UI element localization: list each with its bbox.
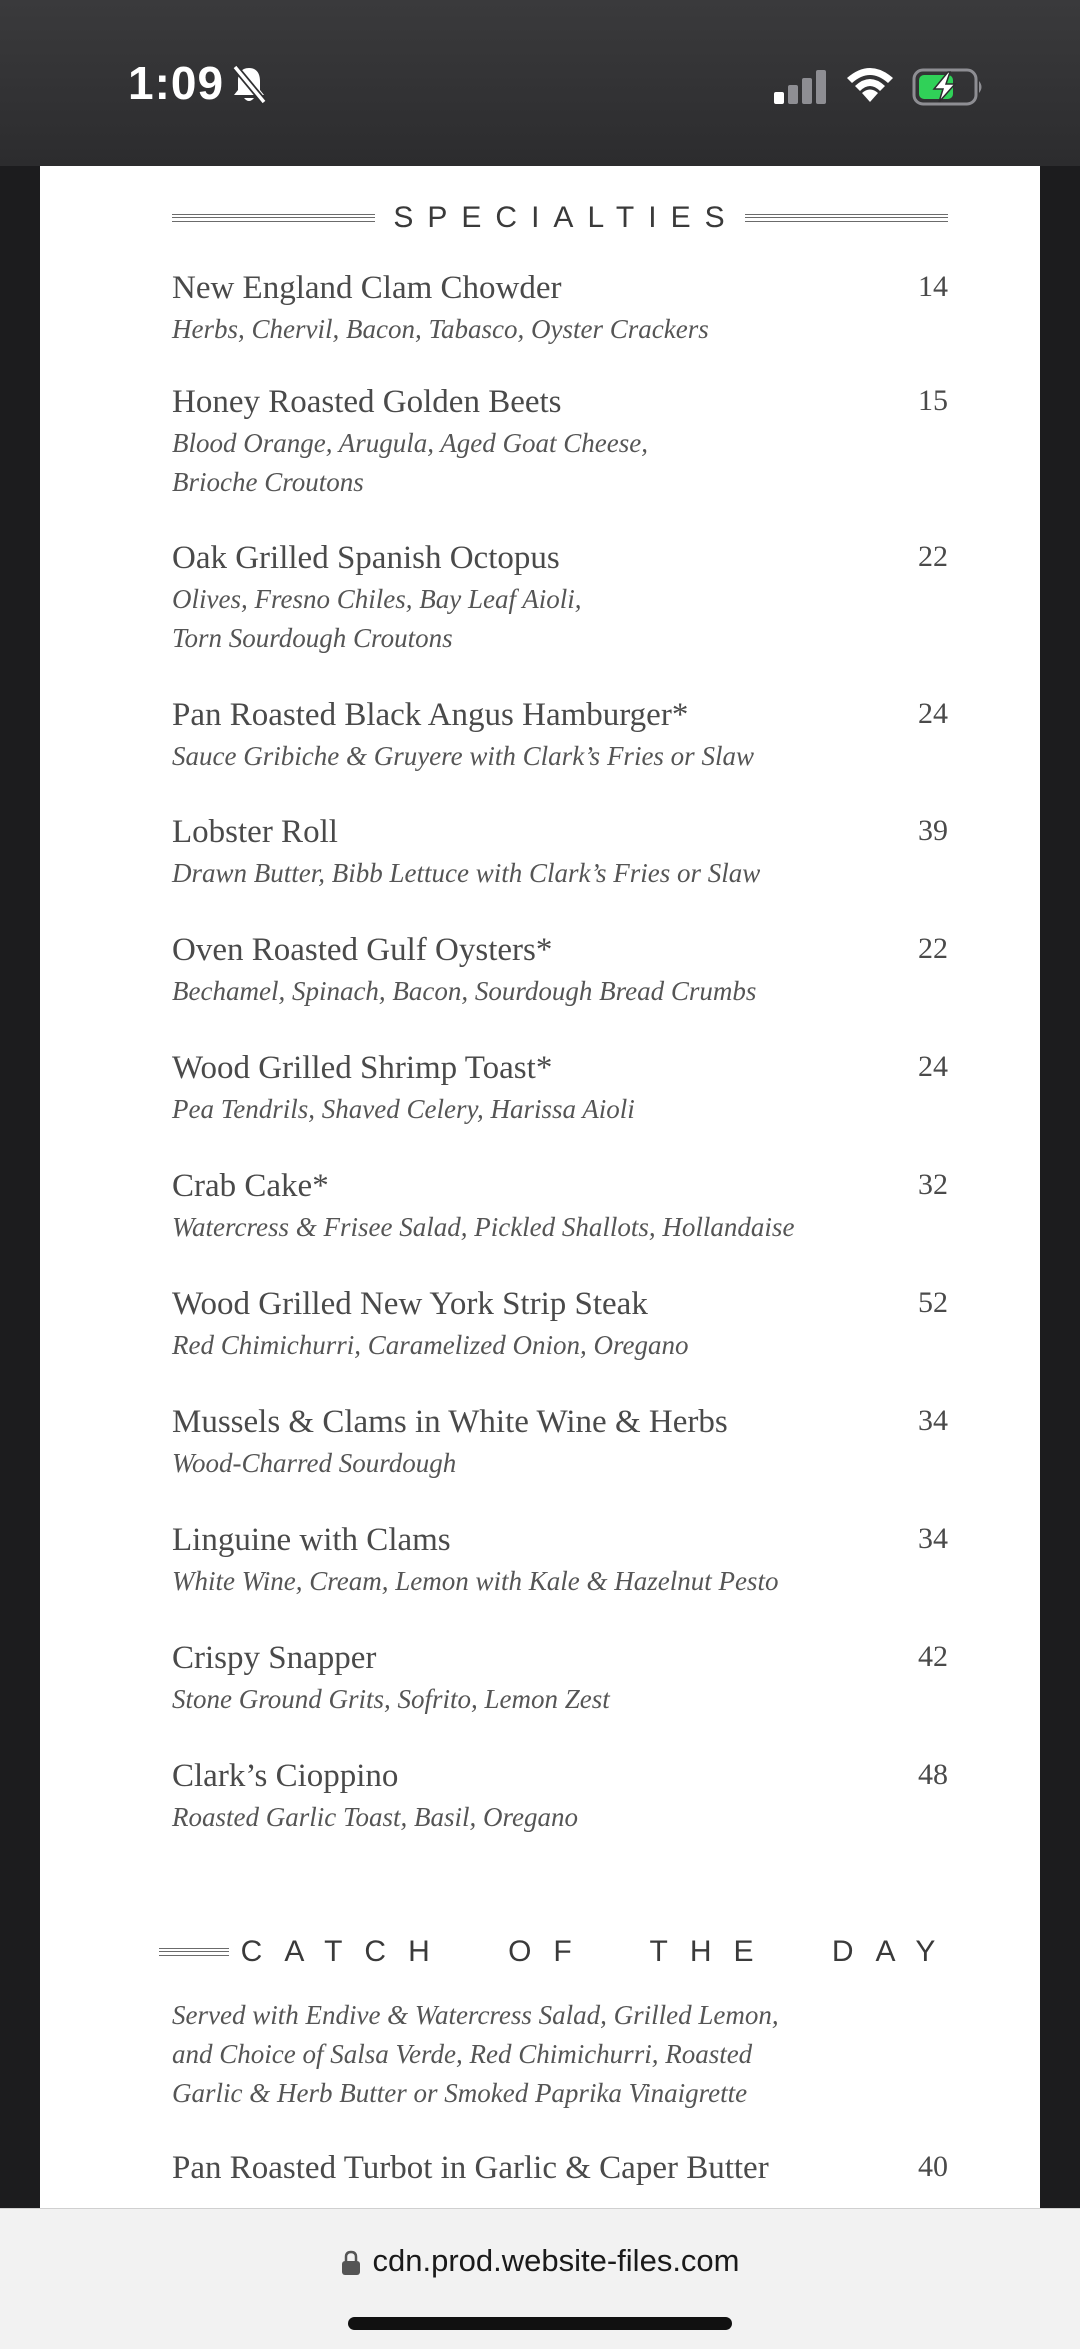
item-description: Bechamel, Spinach, Bacon, Sourdough Bread Crumbs [172, 976, 757, 1006]
status-bar [0, 0, 1080, 166]
item-name: Lobster Roll [172, 814, 338, 850]
item-description: Drawn Butter, Bibb Lettuce with Clark’s Fries or Slaw [172, 858, 761, 888]
browser-backdrop-left [0, 166, 40, 2208]
catch-of-the-day-heading: CATCH OF THE DAY [240, 1935, 958, 1968]
item-description: Watercress & Frisee Salad, Pickled Shallots, Hollandaise [172, 1212, 795, 1242]
item-name: Wood Grilled Shrimp Toast* [172, 1050, 553, 1086]
item-description: Pea Tendrils, Shaved Celery, Harissa Aioli [172, 1094, 635, 1124]
status-time: 1:09 [128, 57, 225, 109]
home-indicator[interactable] [348, 2317, 732, 2330]
battery-charging-icon [912, 68, 986, 106]
item-price: 34 [918, 1404, 948, 1437]
item-price: 48 [918, 1758, 948, 1791]
catch-of-the-day-header [172, 1932, 958, 1972]
item-description: Red Chimichurri, Caramelized Onion, Oregano [172, 1330, 689, 1360]
item-price: 42 [918, 1640, 948, 1673]
item-description: Blood Orange, Arugula, Aged Goat Cheese, Brioche Croutons [172, 428, 648, 497]
bell-slash-icon [230, 64, 268, 106]
item-name: Honey Roasted Golden Beets [172, 384, 562, 420]
item-price: 24 [918, 1050, 948, 1083]
item-description: Wood-Charred Sourdough [172, 1448, 457, 1478]
item-name: Oven Roasted Gulf Oysters* [172, 932, 553, 968]
item-price: 22 [918, 932, 948, 965]
wifi-icon [845, 66, 895, 104]
item-name: Clark’s Cioppino [172, 1758, 399, 1794]
item-price: 24 [918, 697, 948, 730]
item-name: Crab Cake* [172, 1168, 329, 1204]
item-description: Stone Ground Grits, Sofrito, Lemon Zest [172, 1684, 610, 1714]
item-name: Pan Roasted Turbot in Garlic & Caper Butter [172, 2150, 769, 2186]
menu-page[interactable] [40, 166, 1040, 2208]
item-description: Olives, Fresno Chiles, Bay Leaf Aioli, Torn Sourdough Croutons [172, 584, 582, 653]
item-price: 52 [918, 1286, 948, 1319]
item-price: 32 [918, 1168, 948, 1201]
specialties-heading: SPECIALTIES [393, 201, 739, 234]
item-name: New England Clam Chowder [172, 270, 562, 306]
catch-description: Served with Endive & Watercress Salad, Grilled Lemon, and Choice of Salsa Verde, Red Chimichurri, Roasted Garlic & Herb Butter or Smoked Paprika Vinaigrette [172, 2000, 779, 2108]
item-name: Oak Grilled Spanish Octopus [172, 540, 560, 576]
item-name: Linguine with Clams [172, 1522, 451, 1558]
item-name: Pan Roasted Black Angus Hamburger* [172, 697, 689, 733]
item-price: 39 [918, 814, 948, 847]
item-price: 40 [918, 2150, 948, 2183]
item-name: Mussels & Clams in White Wine & Herbs [172, 1404, 728, 1440]
address-field[interactable] [0, 2243, 1080, 2279]
browser-backdrop-right [1040, 166, 1080, 2208]
cellular-signal-icon [774, 70, 828, 104]
header-rule-left [159, 1948, 229, 1956]
item-price: 22 [918, 540, 948, 573]
item-description: Herbs, Chervil, Bacon, Tabasco, Oyster Crackers [172, 314, 709, 344]
item-price: 34 [918, 1522, 948, 1555]
item-name: Crispy Snapper [172, 1640, 377, 1676]
browser-url-bar[interactable] [0, 2208, 1080, 2349]
specialties-header [172, 198, 948, 238]
url-text: cdn.prod.website-files.com [372, 2243, 740, 2278]
item-price: 14 [918, 270, 948, 303]
item-description: White Wine, Cream, Lemon with Kale & Hazelnut Pesto [172, 1566, 779, 1596]
item-name: Wood Grilled New York Strip Steak [172, 1286, 648, 1322]
header-rule-left [172, 214, 375, 222]
item-price: 15 [918, 384, 948, 417]
header-rule-right [745, 214, 948, 222]
lock-icon [341, 2250, 361, 2276]
item-description: Roasted Garlic Toast, Basil, Oregano [172, 1802, 579, 1832]
item-description: Sauce Gribiche & Gruyere with Clark’s Fries or Slaw [172, 741, 754, 771]
